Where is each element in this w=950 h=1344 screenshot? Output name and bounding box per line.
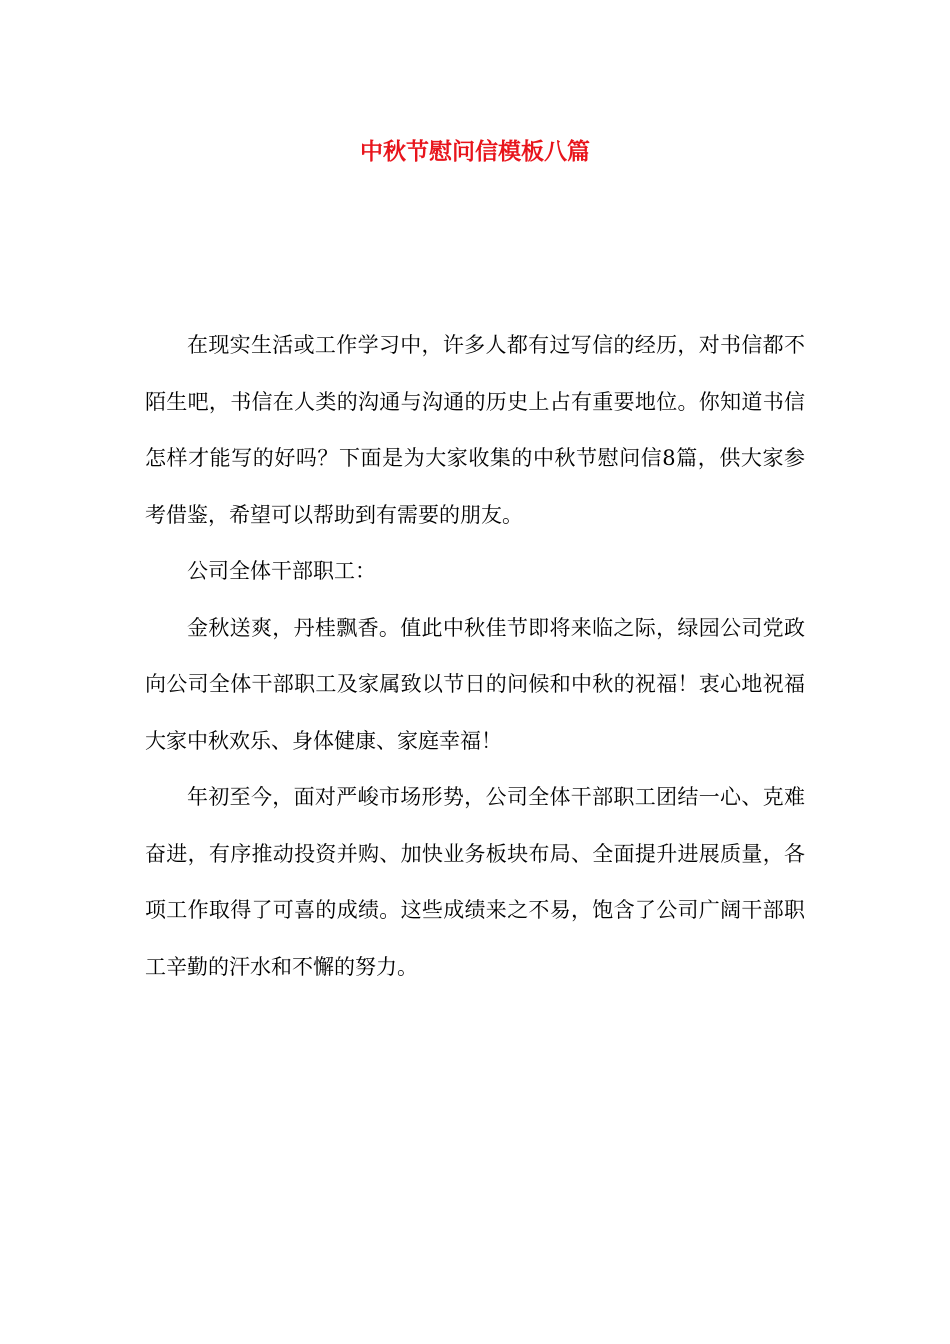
salutation-paragraph: 公司全体干部职工： (187, 559, 376, 583)
achievement-paragraph: 年初至今，面对严峻市场形势，公司全体干部职工团结一心、克难奋进，有序推动投资并购、加快业务板块布局、全面提升进展质量，各项工作取得了可喜的成绩。这些成绩来之不易，饱含了公司广阔干部职工辛勤的汗水和不懈的努力。 (145, 785, 805, 979)
document-body (145, 317, 805, 995)
document-title: 中秋节慰问信模板八篇 (360, 138, 590, 165)
intro-paragraph: 在现实生活或工作学习中，许多人都有过写信的经历，对书信都不陌生吧，书信在人类的沟通与沟通的历史上占有重要地位。你知道书信怎样才能写的好吗？下面是为大家收集的中秋节慰问信8篇，供大家参考借鉴，希望可以帮助到有需要的朋友。 (145, 333, 805, 527)
greeting-paragraph: 金秋送爽，丹桂飘香。值此中秋佳节即将来临之际，绿园公司党政向公司全体干部职工及家属致以节日的问候和中秋的祝福！衷心地祝福大家中秋欢乐、身体健康、家庭幸福！ (145, 615, 805, 753)
